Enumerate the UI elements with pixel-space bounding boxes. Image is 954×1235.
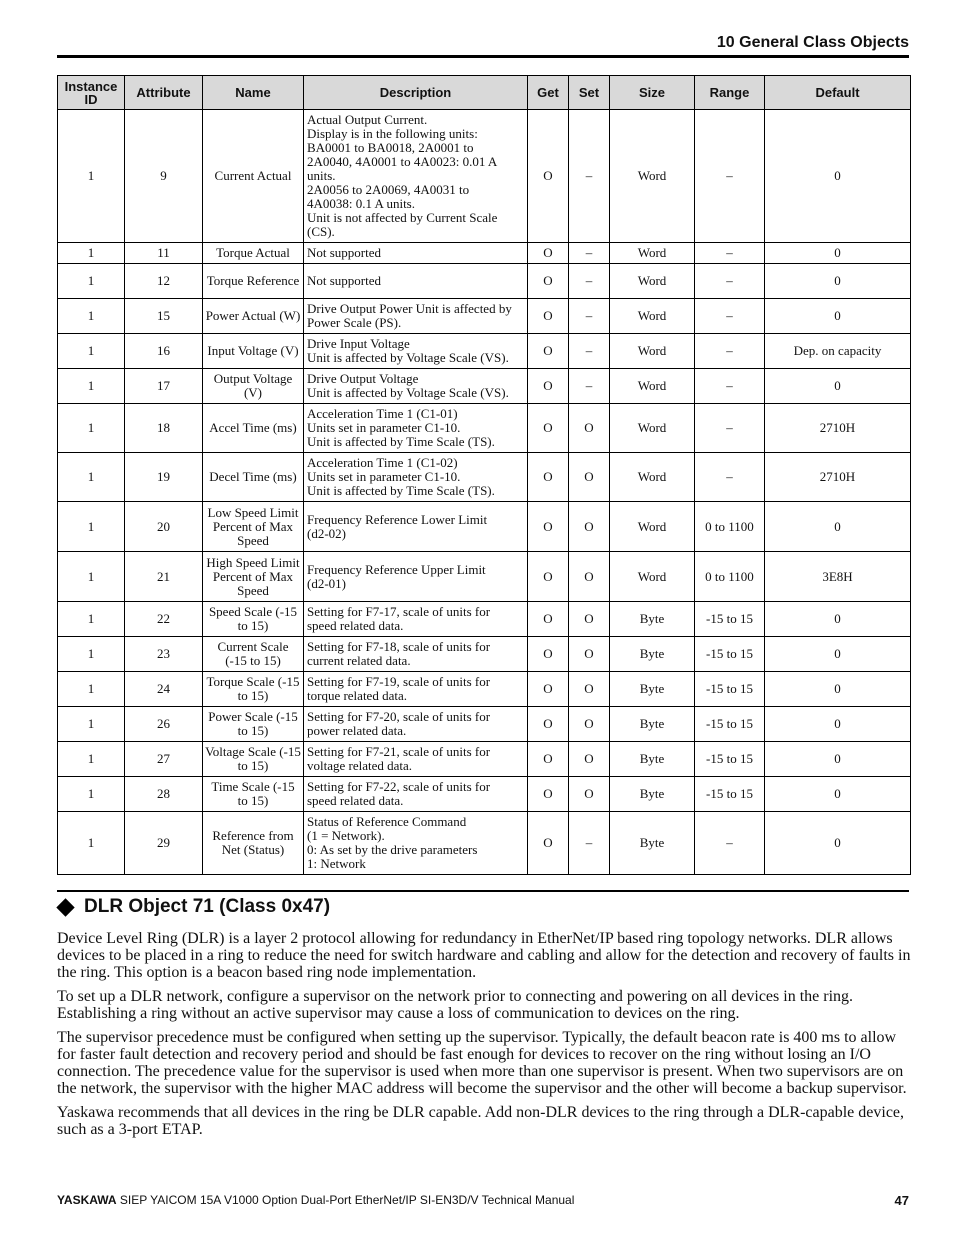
cell-range: -15 to 15 <box>695 742 765 777</box>
cell-size: Byte <box>610 777 695 812</box>
description-line: Drive Output Power Unit is affected by <box>307 301 512 316</box>
cell-instance: 1 <box>58 453 125 502</box>
cell-description <box>304 812 528 875</box>
table-header-row <box>58 76 911 110</box>
table-row <box>58 369 911 404</box>
column-header: Get <box>528 76 569 110</box>
cell-name: Accel Time (ms) <box>203 404 304 453</box>
cell-attribute: 26 <box>125 707 203 742</box>
cell-name: Power Actual (W) <box>203 299 304 334</box>
cell-set: O <box>569 602 610 637</box>
description-line: BA0001 to BA0018, 2A0001 to <box>307 140 474 155</box>
cell-name: Torque Reference <box>203 264 304 299</box>
diamond-bullet-icon <box>56 898 74 916</box>
cell-description <box>304 369 528 404</box>
description-line: Actual Output Current. <box>307 112 428 127</box>
cell-get: O <box>528 812 569 875</box>
cell-default: 0 <box>765 264 911 299</box>
cell-set: O <box>569 552 610 602</box>
header-rule <box>57 55 909 58</box>
cell-name: Time Scale (-15 to 15) <box>203 777 304 812</box>
cell-attribute: 9 <box>125 110 203 243</box>
cell-attribute: 27 <box>125 742 203 777</box>
cell-instance: 1 <box>58 334 125 369</box>
paragraph: Device Level Ring (DLR) is a layer 2 protocol allowing for redundancy in EtherNet/IP based ring topology networks. DLR allows devices to be placed in a ring to reduce the need for switch hardware and cabling and allow for the detection and recovery of faults in the ring. This option is a beacon based ring node implementation. <box>57 930 911 981</box>
cell-name: Decel Time (ms) <box>203 453 304 502</box>
page-section-title: 10 General Class Objects <box>716 34 909 51</box>
cell-range: -15 to 15 <box>695 707 765 742</box>
description-line: 0: As set by the drive parameters <box>307 842 478 857</box>
description-line: Setting for F7-19, scale of units for <box>307 674 491 689</box>
cell-get: O <box>528 777 569 812</box>
description-line: (d2-02) <box>307 525 346 541</box>
cell-description <box>304 404 528 453</box>
table-row <box>58 404 911 453</box>
cell-instance: 1 <box>58 777 125 812</box>
table-row <box>58 502 911 552</box>
description-line: voltage related data. <box>307 758 413 773</box>
description-line: Acceleration Time 1 (C1-02) <box>307 455 458 470</box>
table-body <box>58 110 911 875</box>
cell-attribute: 18 <box>125 404 203 453</box>
table-row <box>58 707 911 742</box>
cell-instance: 1 <box>58 602 125 637</box>
column-header: Description <box>304 76 528 110</box>
cell-get: O <box>528 404 569 453</box>
cell-description <box>304 602 528 637</box>
description-line: Units set in parameter C1-10. <box>307 469 461 484</box>
cell-name: Reference from Net (Status) <box>203 812 304 875</box>
cell-name: Input Voltage (V) <box>203 334 304 369</box>
cell-get: O <box>528 299 569 334</box>
paragraph: To set up a DLR network, configure a supervisor on the network prior to connecting and powering on all devices in the ring. Establishing a ring without an active supervisor may cause a loss of communication to devices on the ring. <box>57 988 854 1022</box>
cell-size: Word <box>610 552 695 602</box>
cell-default: 0 <box>765 672 911 707</box>
cell-instance: 1 <box>58 552 125 602</box>
page-footer <box>57 1193 909 1208</box>
cell-description <box>304 637 528 672</box>
description-line: (d2-01) <box>307 575 346 591</box>
footer-doc-title <box>57 1193 574 1208</box>
description-line: Setting for F7-18, scale of units for <box>307 639 491 654</box>
cell-get: O <box>528 243 569 264</box>
cell-description <box>304 243 528 264</box>
description-line: (1 = Network). <box>307 828 385 843</box>
description-line: Unit is affected by Time Scale (TS). <box>307 434 495 449</box>
cell-instance: 1 <box>58 707 125 742</box>
cell-range: – <box>695 404 765 453</box>
cell-get: O <box>528 672 569 707</box>
cell-name: Speed Scale (-15 to 15) <box>203 602 304 637</box>
description-line: Unit is affected by Voltage Scale (VS). <box>307 385 509 400</box>
cell-attribute: 29 <box>125 812 203 875</box>
cell-description <box>304 299 528 334</box>
cell-attribute: 19 <box>125 453 203 502</box>
cell-set: – <box>569 299 610 334</box>
cell-name: Low Speed Limit Percent of Max Speed <box>203 502 304 552</box>
cell-get: O <box>528 502 569 552</box>
cell-size: Word <box>610 264 695 299</box>
cell-default: 0 <box>765 299 911 334</box>
cell-size: Byte <box>610 672 695 707</box>
cell-default: 2710H <box>765 404 911 453</box>
cell-default: 0 <box>765 243 911 264</box>
cell-instance: 1 <box>58 812 125 875</box>
description-line: Units set in parameter C1-10. <box>307 420 461 435</box>
description-line: Setting for F7-22, scale of units for <box>307 779 491 794</box>
description-line: Unit is affected by Voltage Scale (VS). <box>307 350 509 365</box>
description-line: Drive Input Voltage <box>307 336 410 351</box>
footer-doc-name: SIEP YAICOM 15A V1000 Option Dual-Port EtherNet/IP SI-EN3D/V Technical Manual <box>119 1193 575 1207</box>
description-line: Setting for F7-20, scale of units for <box>307 709 491 724</box>
cell-default: 0 <box>765 637 911 672</box>
cell-set: – <box>569 812 610 875</box>
cell-range: -15 to 15 <box>695 777 765 812</box>
table-row <box>58 264 911 299</box>
cell-attribute: 17 <box>125 369 203 404</box>
cell-size: Word <box>610 369 695 404</box>
cell-set: – <box>569 243 610 264</box>
cell-attribute: 24 <box>125 672 203 707</box>
table-row <box>58 777 911 812</box>
page-number: 47 <box>894 1193 909 1208</box>
cell-default: 0 <box>765 502 911 552</box>
cell-instance: 1 <box>58 110 125 243</box>
cell-size: Word <box>610 453 695 502</box>
section-heading <box>55 896 330 918</box>
cell-range: 0 to 1100 <box>695 552 765 602</box>
cell-description <box>304 707 528 742</box>
cell-default: 3E8H <box>765 552 911 602</box>
table-row <box>58 334 911 369</box>
cell-set: O <box>569 502 610 552</box>
cell-name: Torque Scale (-15 to 15) <box>203 672 304 707</box>
cell-name: Power Scale (-15 to 15) <box>203 707 304 742</box>
cell-name: Output Voltage (V) <box>203 369 304 404</box>
cell-description <box>304 742 528 777</box>
description-line: Setting for F7-21, scale of units for <box>307 744 491 759</box>
cell-attribute: 21 <box>125 552 203 602</box>
cell-range: -15 to 15 <box>695 637 765 672</box>
column-header: Instance ID <box>58 76 125 110</box>
cell-range: 0 to 1100 <box>695 502 765 552</box>
cell-size: Word <box>610 299 695 334</box>
section-rule <box>57 890 909 892</box>
cell-size: Word <box>610 502 695 552</box>
section-body <box>57 930 913 1145</box>
cell-range: – <box>695 243 765 264</box>
cell-default: 2710H <box>765 453 911 502</box>
description-line: speed related data. <box>307 618 404 633</box>
cell-instance: 1 <box>58 404 125 453</box>
cell-size: Byte <box>610 602 695 637</box>
cell-instance: 1 <box>58 637 125 672</box>
column-header: Size <box>610 76 695 110</box>
description-line: 2A0040, 4A0001 to 4A0023: 0.01 A <box>307 154 498 169</box>
description-line: Frequency Reference Upper Limit <box>307 561 486 577</box>
cell-description <box>304 552 528 602</box>
attribute-table <box>57 75 911 875</box>
table-row <box>58 602 911 637</box>
cell-default: 0 <box>765 777 911 812</box>
cell-description <box>304 334 528 369</box>
cell-size: Word <box>610 334 695 369</box>
cell-set: – <box>569 264 610 299</box>
cell-size: Word <box>610 243 695 264</box>
cell-description <box>304 264 528 299</box>
cell-description <box>304 502 528 552</box>
cell-range: – <box>695 369 765 404</box>
description-line: Not supported <box>307 273 382 288</box>
cell-attribute: 23 <box>125 637 203 672</box>
description-line: 2A0056 to 2A0069, 4A0031 to <box>307 182 470 197</box>
cell-name: Current Scale (-15 to 15) <box>203 637 304 672</box>
cell-instance: 1 <box>58 264 125 299</box>
cell-size: Byte <box>610 742 695 777</box>
description-line: torque related data. <box>307 688 407 703</box>
cell-range: -15 to 15 <box>695 602 765 637</box>
description-line: units. <box>307 168 336 183</box>
table-row <box>58 742 911 777</box>
cell-description <box>304 672 528 707</box>
cell-get: O <box>528 552 569 602</box>
description-line: (CS). <box>307 224 335 239</box>
description-line: Setting for F7-17, scale of units for <box>307 604 491 619</box>
cell-default: 0 <box>765 602 911 637</box>
cell-size: Byte <box>610 707 695 742</box>
cell-get: O <box>528 264 569 299</box>
table-row <box>58 552 911 602</box>
paragraph: The supervisor precedence must be configured when setting up the supervisor. Typically, the default beacon rate is 400 ms to allow for faster fault detection and recovery period and should be fast enough for devices to recover on the ring without losing an I/O connection. The precedence value for the supervisor is used when more than one supervisor is present. When two supervisors are on the network, the supervisor with the higher MAC address will become the supervisor and the other will become a backup supervisor. <box>57 1029 907 1097</box>
cell-default: Dep. on capacity <box>765 334 911 369</box>
table-row <box>58 110 911 243</box>
description-line: 4A0038: 0.1 A units. <box>307 196 415 211</box>
cell-default: 0 <box>765 742 911 777</box>
description-line: Acceleration Time 1 (C1-01) <box>307 406 458 421</box>
cell-description <box>304 777 528 812</box>
cell-description <box>304 110 528 243</box>
footer-brand: YASKAWA <box>57 1193 117 1207</box>
cell-range: – <box>695 110 765 243</box>
cell-get: O <box>528 334 569 369</box>
cell-attribute: 28 <box>125 777 203 812</box>
cell-set: – <box>569 334 610 369</box>
cell-default: 0 <box>765 110 911 243</box>
cell-instance: 1 <box>58 502 125 552</box>
description-line: Drive Output Voltage <box>307 371 419 386</box>
table-row <box>58 453 911 502</box>
cell-set: O <box>569 404 610 453</box>
cell-set: O <box>569 777 610 812</box>
cell-instance: 1 <box>58 369 125 404</box>
description-line: speed related data. <box>307 793 404 808</box>
description-line: Unit is not affected by Current Scale <box>307 210 498 225</box>
column-header: Default <box>765 76 911 110</box>
table-row <box>58 672 911 707</box>
cell-range: – <box>695 812 765 875</box>
description-line: Display is in the following units: <box>307 126 478 141</box>
description-line: Not supported <box>307 245 382 260</box>
cell-name: Voltage Scale (-15 to 15) <box>203 742 304 777</box>
cell-size: Byte <box>610 637 695 672</box>
cell-get: O <box>528 453 569 502</box>
cell-attribute: 15 <box>125 299 203 334</box>
cell-instance: 1 <box>58 742 125 777</box>
cell-size: Word <box>610 404 695 453</box>
cell-size: Byte <box>610 812 695 875</box>
cell-attribute: 22 <box>125 602 203 637</box>
cell-get: O <box>528 602 569 637</box>
cell-default: 0 <box>765 707 911 742</box>
column-header: Attribute <box>125 76 203 110</box>
description-line: Power Scale (PS). <box>307 315 402 330</box>
cell-name: Torque Actual <box>203 243 304 264</box>
cell-name: Current Actual <box>203 110 304 243</box>
cell-attribute: 12 <box>125 264 203 299</box>
description-line: 1: Network <box>307 856 366 871</box>
cell-get: O <box>528 637 569 672</box>
cell-name: High Speed Limit Percent of Max Speed <box>203 552 304 602</box>
cell-instance: 1 <box>58 243 125 264</box>
cell-instance: 1 <box>58 299 125 334</box>
cell-range: – <box>695 299 765 334</box>
cell-attribute: 20 <box>125 502 203 552</box>
cell-range: – <box>695 264 765 299</box>
cell-description <box>304 453 528 502</box>
cell-size: Word <box>610 110 695 243</box>
table-row <box>58 637 911 672</box>
table-row <box>58 243 911 264</box>
description-line: Unit is affected by Time Scale (TS). <box>307 483 495 498</box>
description-line: power related data. <box>307 723 407 738</box>
cell-instance: 1 <box>58 672 125 707</box>
cell-default: 0 <box>765 812 911 875</box>
cell-get: O <box>528 707 569 742</box>
column-header: Name <box>203 76 304 110</box>
column-header: Range <box>695 76 765 110</box>
cell-range: – <box>695 453 765 502</box>
cell-get: O <box>528 110 569 243</box>
cell-set: O <box>569 637 610 672</box>
column-header: Set <box>569 76 610 110</box>
cell-get: O <box>528 742 569 777</box>
cell-set: O <box>569 672 610 707</box>
cell-set: – <box>569 110 610 243</box>
description-line: current related data. <box>307 653 411 668</box>
cell-set: O <box>569 742 610 777</box>
cell-set: – <box>569 369 610 404</box>
cell-attribute: 11 <box>125 243 203 264</box>
cell-attribute: 16 <box>125 334 203 369</box>
paragraph: Yaskawa recommends that all devices in the ring be DLR capable. Add non-DLR devices to the ring through a DLR-capable device, such as a 3-port ETAP. <box>57 1104 905 1138</box>
cell-set: O <box>569 707 610 742</box>
table-row <box>58 812 911 875</box>
cell-range: -15 to 15 <box>695 672 765 707</box>
cell-range: – <box>695 334 765 369</box>
section-heading-text: DLR Object 71 (Class 0x47) <box>84 896 331 917</box>
cell-get: O <box>528 369 569 404</box>
table-row <box>58 299 911 334</box>
cell-set: O <box>569 453 610 502</box>
description-line: Status of Reference Command <box>307 814 467 829</box>
cell-default: 0 <box>765 369 911 404</box>
description-line: Frequency Reference Lower Limit <box>307 511 488 527</box>
